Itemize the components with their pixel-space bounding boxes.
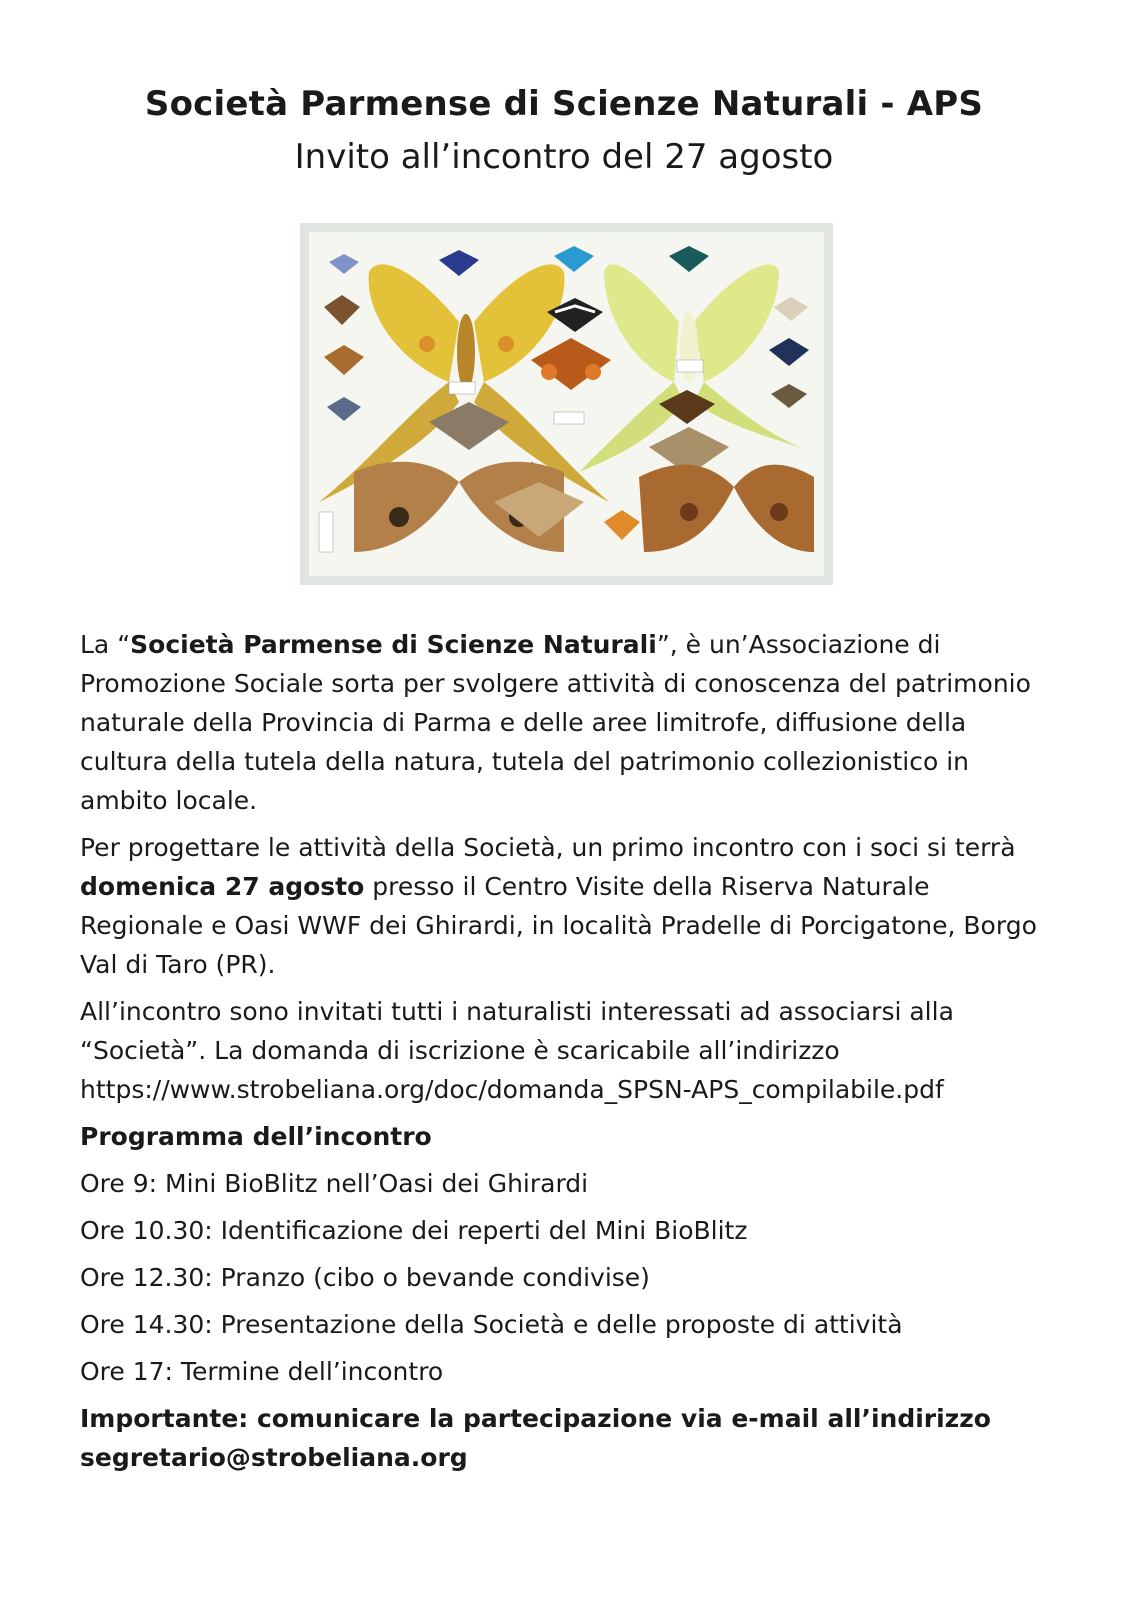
text-fragment: ”, è un’Associazione di Promozione Sociale sorta per svolgere attività di conoscenza del patrimonio naturale della Provincia di Parma e delle aree limitrofe, diffusione della cultura della tutela della natura, tutela del patrimonio collezionistico in ambito locale. <box>80 630 1031 815</box>
butterfly-collection-image <box>300 223 833 585</box>
specimen-label <box>449 382 475 394</box>
paragraph-invitation <box>80 992 1060 1109</box>
butterfly-collection-illustration <box>309 232 824 576</box>
program-heading: Programma dell’incontro <box>80 1122 432 1151</box>
schedule-item: Ore 10.30: Identificazione dei reperti del Mini BioBlitz <box>80 1216 748 1245</box>
text-fragment: All’incontro sono invitati tutti i naturalisti interessati ad associarsi alla “Società”. La domanda di iscrizione è scaricabile all’indirizzo <box>80 997 954 1065</box>
schedule-item: Ore 12.30: Pranzo (cibo o bevande condivise) <box>80 1263 650 1292</box>
text-fragment: Per progettare le attività della Società, un primo incontro con i soci si terrà <box>80 833 1016 862</box>
specimen-label <box>677 360 703 372</box>
text-fragment: presso il Centro Visite della Riserva Naturale Regionale e Oasi WWF dei Ghirardi, in località Pradelle di Porcigatone, Borgo Val di Taro (PR). <box>80 872 1037 979</box>
important-notice <box>80 1399 1060 1477</box>
page-subtitle: Invito all’incontro del 27 agosto <box>294 137 834 177</box>
schedule-item: Ore 17: Termine dell’incontro <box>80 1357 444 1386</box>
specimen-label <box>319 512 333 552</box>
contact-email[interactable]: segretario@strobeliana.org <box>80 1443 468 1472</box>
meeting-date: domenica 27 agosto <box>80 872 365 901</box>
specimen-label <box>554 412 584 424</box>
schedule-item: Ore 14.30: Presentazione della Società e delle proposte di attività <box>80 1310 903 1339</box>
application-form-url[interactable]: https://www.strobeliana.org/doc/domanda_SPSN-APS_compilabile.pdf <box>80 1075 944 1104</box>
organization-name: Società Parmense di Scienze Naturali <box>130 630 657 659</box>
paragraph-meeting <box>80 828 1060 984</box>
text-fragment: La “ <box>80 630 131 659</box>
schedule-item: Ore 9: Mini BioBlitz nell’Oasi dei Ghirardi <box>80 1169 589 1198</box>
important-text: Importante: comunicare la partecipazione via e-mail all’indirizzo <box>80 1404 991 1433</box>
page-title: Società Parmense di Scienze Naturali - APS <box>144 84 984 124</box>
main-text <box>80 625 1060 1485</box>
paragraph-description <box>80 625 1060 820</box>
